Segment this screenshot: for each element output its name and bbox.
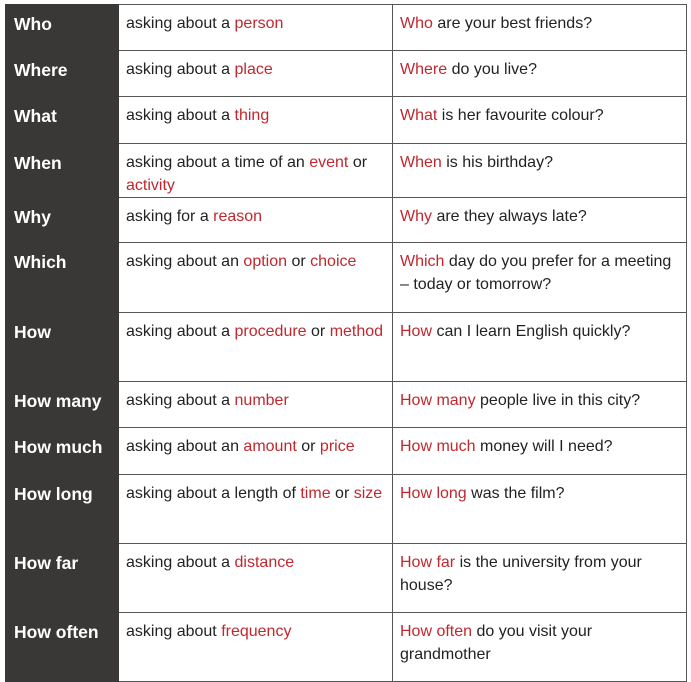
cell-text: can I learn English quickly? xyxy=(432,323,631,340)
table-row xyxy=(6,198,687,243)
table-row xyxy=(6,51,687,97)
highlighted-text: What xyxy=(400,107,438,124)
meaning-cell xyxy=(119,243,393,313)
highlighted-text: How xyxy=(400,323,433,340)
cell-text: asking about a time of an xyxy=(126,154,310,171)
example-cell xyxy=(393,544,687,613)
cell-text: are they always late? xyxy=(432,208,587,225)
question-words-table xyxy=(5,4,687,682)
cell-text: people live in this city? xyxy=(475,392,641,409)
question-word: When xyxy=(6,144,119,198)
question-word: How far xyxy=(6,544,119,613)
highlighted-text: How far xyxy=(400,554,456,571)
cell-text: or xyxy=(287,253,311,270)
meaning-cell xyxy=(119,144,393,198)
cell-text: or xyxy=(306,323,330,340)
cell-text: or xyxy=(296,438,320,455)
highlighted-text: thing xyxy=(234,107,270,124)
highlighted-text: How often xyxy=(400,623,473,640)
question-word: How much xyxy=(6,428,119,475)
example-cell xyxy=(393,97,687,144)
meaning-cell xyxy=(119,544,393,613)
cell-text: asking about a xyxy=(126,15,235,32)
highlighted-text: How much xyxy=(400,438,476,455)
highlighted-text: amount xyxy=(243,438,297,455)
meaning-cell xyxy=(119,428,393,475)
example-cell xyxy=(393,144,687,198)
question-word: How many xyxy=(6,382,119,428)
highlighted-text: When xyxy=(400,154,442,171)
cell-text: money will I need? xyxy=(475,438,613,455)
example-cell xyxy=(393,613,687,682)
question-word: Which xyxy=(6,243,119,313)
highlighted-text: size xyxy=(353,485,383,502)
example-cell xyxy=(393,475,687,544)
highlighted-text: Which xyxy=(400,253,445,270)
cell-text: asking about xyxy=(126,623,222,640)
cell-text: was the film? xyxy=(466,485,565,502)
cell-text: or xyxy=(330,485,354,502)
cell-text: is the university from your house? xyxy=(400,554,642,594)
cell-text: asking about a length of xyxy=(126,485,301,502)
table-row xyxy=(6,428,687,475)
table-row xyxy=(6,382,687,428)
question-word: How long xyxy=(6,475,119,544)
highlighted-text: How long xyxy=(400,485,467,502)
highlighted-text: place xyxy=(234,61,273,78)
highlighted-text: event xyxy=(309,154,349,171)
cell-text: asking about a xyxy=(126,323,235,340)
meaning-cell xyxy=(119,198,393,243)
cell-text: is his birthday? xyxy=(441,154,553,171)
cell-text: day do you prefer for a meeting – today or tomorrow? xyxy=(400,253,672,293)
highlighted-text: activity xyxy=(126,177,175,194)
meaning-cell xyxy=(119,382,393,428)
highlighted-text: option xyxy=(243,253,288,270)
highlighted-text: price xyxy=(319,438,355,455)
cell-text: asking about an xyxy=(126,438,244,455)
highlighted-text: time xyxy=(300,485,331,502)
highlighted-text: person xyxy=(234,15,284,32)
meaning-cell xyxy=(119,313,393,382)
cell-text: asking for a xyxy=(126,208,214,225)
meaning-cell xyxy=(119,613,393,682)
example-cell xyxy=(393,198,687,243)
highlighted-text: distance xyxy=(234,554,295,571)
question-word: What xyxy=(6,97,119,144)
table-row xyxy=(6,544,687,613)
highlighted-text: frequency xyxy=(221,623,292,640)
example-cell xyxy=(393,313,687,382)
table-body xyxy=(6,5,687,682)
table-row xyxy=(6,5,687,51)
example-cell xyxy=(393,51,687,97)
question-word: Where xyxy=(6,51,119,97)
highlighted-text: procedure xyxy=(234,323,307,340)
highlighted-text: Why xyxy=(400,208,432,225)
meaning-cell xyxy=(119,475,393,544)
example-cell xyxy=(393,243,687,313)
cell-text: asking about a xyxy=(126,554,235,571)
table-row xyxy=(6,475,687,544)
meaning-cell xyxy=(119,5,393,51)
cell-text: or xyxy=(348,154,368,171)
question-word: Who xyxy=(6,5,119,51)
cell-text: do you visit your grandmother xyxy=(400,623,593,663)
cell-text: asking about a xyxy=(126,392,235,409)
table-row xyxy=(6,243,687,313)
highlighted-text: Where xyxy=(400,61,448,78)
cell-text: asking about a xyxy=(126,107,235,124)
highlighted-text: choice xyxy=(310,253,357,270)
cell-text: asking about an xyxy=(126,253,244,270)
question-word: How often xyxy=(6,613,119,682)
table-row xyxy=(6,144,687,198)
highlighted-text: Who xyxy=(400,15,433,32)
highlighted-text: method xyxy=(329,323,384,340)
cell-text: do you live? xyxy=(447,61,537,78)
highlighted-text: reason xyxy=(213,208,263,225)
cell-text: is her favourite colour? xyxy=(437,107,604,124)
table-row xyxy=(6,313,687,382)
meaning-cell xyxy=(119,51,393,97)
example-cell xyxy=(393,5,687,51)
table-row xyxy=(6,97,687,144)
cell-text: are your best friends? xyxy=(432,15,593,32)
question-word: How xyxy=(6,313,119,382)
example-cell xyxy=(393,382,687,428)
example-cell xyxy=(393,428,687,475)
highlighted-text: number xyxy=(234,392,289,409)
highlighted-text: How many xyxy=(400,392,476,409)
question-word: Why xyxy=(6,198,119,243)
cell-text: asking about a xyxy=(126,61,235,78)
table-row xyxy=(6,613,687,682)
meaning-cell xyxy=(119,97,393,144)
